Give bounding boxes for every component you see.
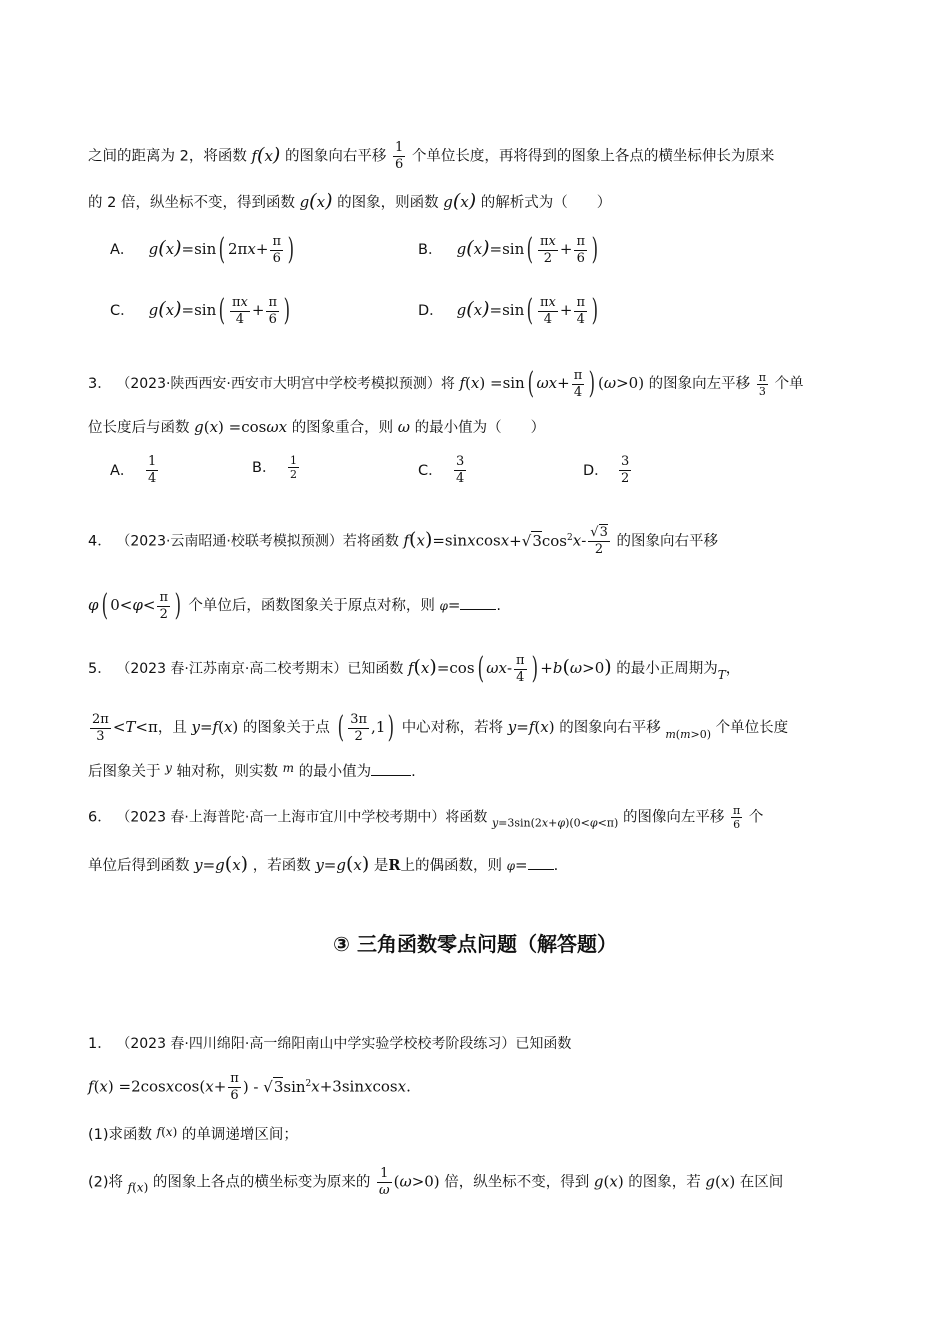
text: 个单位长度 (715, 720, 789, 736)
math-fx: f(x) (251, 143, 281, 166)
option-label: B． (252, 459, 277, 476)
p1-formula: f(x) =2cosxcos(x+ $\frac{\pi}{6}$ ) - $√3\sin^2x+3sinxcosx$. (88, 1071, 411, 1103)
question-source: （2023·陕西西安·西安市大明宫中学校考模拟预测）将 (116, 376, 455, 392)
text: 的图象，则函数 (337, 195, 439, 211)
text: (1)求函数 (88, 1127, 153, 1143)
question-source: （2023 春·四川绵阳·高一绵阳南山中学实验学校校考阶段练习）已知函数 (116, 1036, 572, 1052)
option-label: B． (418, 242, 443, 258)
q6-line-1: 6． （2023 春·上海普陀·高一上海市宜川中学校考期中）将函数 $_{y=3sin(2x+\varphi)(0<\varphi<\pi)}$ 的图像向左平移 $\frac{\pi}{6}$ 个 (88, 804, 764, 831)
text: 的单调递增区间； (181, 1127, 298, 1143)
q2-line-1 (88, 140, 774, 173)
question-number: 5． (88, 661, 112, 677)
question-source: （2023 春·上海普陀·高一上海市宜川中学校考期中）将函数 (116, 809, 488, 826)
text: 位长度后与函数 (88, 420, 190, 436)
text: 个单位长度，再将得到的图象上各点的横坐标伸长为原来 (411, 148, 775, 165)
option-label: D． (583, 462, 609, 479)
text: 的图像向左平移 (622, 809, 725, 826)
q4-line-2: φ( 0<φ< $\frac{\pi}{2}$ ) 个单位后，函数图象关于原点对称，则 φ= . (88, 588, 502, 623)
text: 的图象向右平移 (616, 533, 718, 550)
text: . (496, 598, 502, 614)
q6-line-2: 单位后得到函数 y=g(x) ，若函数 y=g(x) 是R上的偶函数，则 φ= . (88, 853, 559, 875)
option-label: A． (110, 242, 135, 258)
text: 个 (748, 809, 764, 826)
option-label: C． (110, 303, 135, 319)
p1-line-1 (88, 1033, 571, 1055)
text: 的图象上各点的横坐标变为原来的 (152, 1174, 371, 1191)
q3-option-a[interactable]: A． $\frac{1}{4}$ (110, 454, 157, 486)
text: 的图象向左平移 (648, 376, 751, 392)
p1-part-2: (2)将 $_{f(x)}$ 的图象上各点的横坐标变为原来的 $\frac{1}{\omega}$ (ω>0) 倍，纵坐标不变，得到 g(x) 的图象，若 g(x) 在区间 (88, 1166, 784, 1198)
text: 在区间 (739, 1174, 784, 1191)
q2-option-d[interactable]: D． g(x)=sin( $\frac{\pi x}{4}$ + $\frac{\pi}{4}$ ) (418, 293, 599, 328)
text: 的解析式为（ ） (480, 195, 612, 211)
math-frac-1-6: $\frac{1}{6}$ (395, 140, 404, 172)
text: 的图象向右平移 (559, 720, 661, 736)
text: 的 2 倍，纵坐标不变，得到函数 (88, 195, 295, 211)
p1-part-1: (1)求函数 $^{f(x)}$ 的单调递增区间； (88, 1125, 298, 1143)
text: 上的偶函数，则 (400, 858, 502, 874)
q3-option-c[interactable]: C． $\frac{3}{4}$ (418, 454, 465, 486)
option-label: C． (418, 462, 443, 479)
q5-line-1: 5． （2023 春·江苏南京·高二校考期末）已知函数 f(x)=cos( ωx- $\frac{\pi}{4}$ ) +b(ω>0) 的最小正周期为$_T$， (88, 651, 741, 686)
q2-option-c[interactable]: C． g(x)=sin( $\frac{\pi x}{4}$ + $\frac{\pi}{6}$ ) (110, 293, 291, 328)
q2-option-b[interactable]: B． g(x)=sin( $\frac{\pi x}{2}$ + $\frac{\pi}{6}$ ) (418, 232, 599, 267)
answer-blank[interactable] (371, 761, 411, 776)
answer-blank[interactable] (460, 595, 496, 610)
text: 是 (373, 858, 389, 874)
text: 的最小值为 (298, 764, 372, 780)
text: 单位后得到函数 (88, 858, 190, 874)
text: 个单 (774, 376, 804, 392)
question-number: 4． (88, 533, 112, 550)
text: (2)将 (88, 1174, 124, 1191)
question-number: 3． (88, 376, 112, 392)
text: . (411, 764, 416, 780)
text: ，且 (157, 720, 187, 736)
question-source: （2023·云南昭通·校联考模拟预测）若将函数 (116, 533, 399, 550)
q5-line-2: $\frac{2\pi}{3}$ <T<π，且 y=f(x) 的图象关于点 ( $\frac{3\pi}{2}$ ,1) 中心对称，若将 y=f(x) 的图象向右平移 $_{m(m>0)}$ 个单位长度 (92, 710, 789, 745)
text: 中心对称，若将 (401, 720, 504, 736)
question-number: 6． (88, 809, 112, 826)
math-gx: g(x) (299, 190, 333, 212)
text: 的图象重合，则 (291, 420, 394, 436)
text: R (388, 857, 401, 874)
q5-line-3: 后图象关于 $^y$ 轴对称，则实数 $^m$ 的最小值为 . (88, 761, 416, 780)
text: 之间的距离为 2，将函数 (88, 148, 247, 165)
section-title: ③ 三角函数零点问题（解答题） (333, 932, 617, 956)
q4-line-1: 4． （2023·云南昭通·校联考模拟预测）若将函数 $f(x)=sinxcosx+√3\cos^2x-$ $\frac{√3}{2}$ 的图象向右平移 (88, 525, 718, 557)
text: 的图象关于点 (242, 720, 330, 736)
text: 后图象关于 (88, 764, 161, 780)
text: . (553, 858, 559, 874)
text: 个单位后，函数图象关于原点对称，则 (188, 598, 435, 614)
text: 的最小正周期为 (616, 661, 718, 677)
question-source: （2023 春·江苏南京·高二校考期末）已知函数 (116, 661, 404, 677)
math-gx: g(x) (443, 190, 477, 212)
option-label: A． (110, 462, 135, 479)
text: 的图象向右平移 (284, 148, 387, 165)
text: ， (725, 661, 741, 677)
q2-option-a[interactable]: A． g(x)=sin( 2πx+ $\frac{\pi}{6}$ ) (110, 232, 295, 267)
answer-blank[interactable] (528, 855, 554, 870)
text: 轴对称，则实数 (176, 764, 278, 780)
text: 的图象，若 (628, 1174, 701, 1191)
text: ，若函数 (252, 858, 311, 874)
question-number: 1． (88, 1036, 112, 1052)
option-label: D． (418, 303, 444, 319)
q3-option-b[interactable]: B． $\frac{1}{2}$ (252, 454, 297, 481)
q3-line-2: 位长度后与函数 g(x) =cosωx 的图象重合，则 ω 的最小值为（ ） (88, 418, 546, 436)
text: 的最小值为（ ） (414, 420, 546, 436)
q3-option-d[interactable]: D． $\frac{3}{2}$ (583, 454, 630, 486)
q2-line-2 (88, 190, 611, 214)
q3-line-1: 3． （2023·陕西西安·西安市大明宫中学校考模拟预测）将 f(x) =sin( ωx+ $\frac{\pi}{4}$ ) (ω>0) 的图象向左平移 $\frac{\pi}{3}$ 个单 (88, 366, 804, 401)
text: 倍，纵坐标不变，得到 (444, 1174, 590, 1191)
